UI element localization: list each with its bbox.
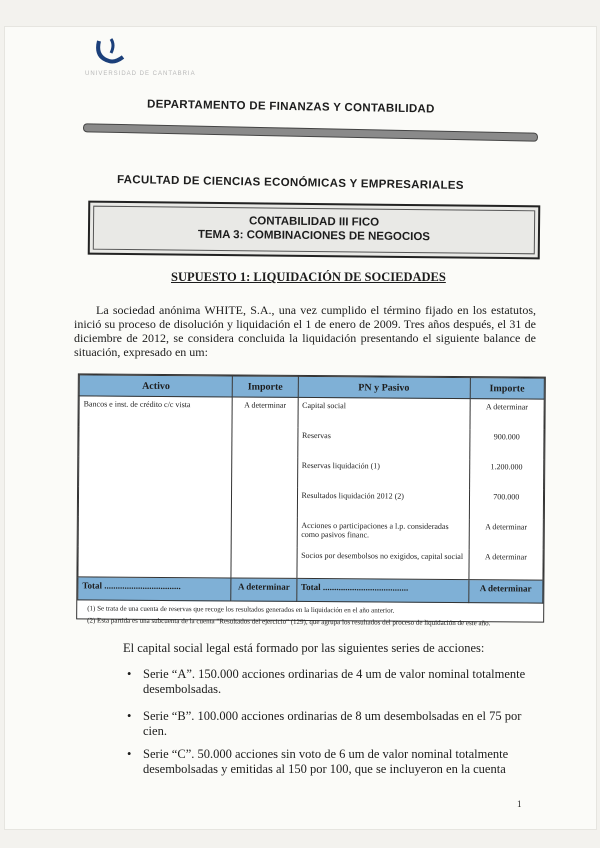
table-cell xyxy=(232,517,297,547)
capital-intro: El capital social legal está formado por las siguientes series de acciones: xyxy=(123,641,485,655)
list-item xyxy=(127,667,543,697)
footnote-1: (1) Se trata de una cuenta de reservas que recoge los resultados generados en la liquidación en el año anterior. xyxy=(87,604,395,615)
table-cell: A determinar xyxy=(470,399,545,430)
table-cell: A determinar xyxy=(469,519,544,550)
total-pasivo-value: A determinar xyxy=(468,580,543,604)
header-divider xyxy=(83,123,538,142)
table-cell: A determinar xyxy=(232,397,297,428)
table-cell: A determinar xyxy=(469,549,544,580)
table-cell xyxy=(78,516,232,547)
series-b: Serie “B”. 100.000 acciones ordinarias de 8 um desembolsadas en el 75 por cien. xyxy=(143,709,522,738)
university-logo xyxy=(93,33,133,69)
header-importe-pasivo: Importe xyxy=(470,378,545,400)
topic-title: TEMA 3: COMBINACIONES DE NEGOCIOS xyxy=(197,228,431,244)
table-cell xyxy=(232,457,297,487)
header-activo: Activo xyxy=(79,375,233,397)
table-cell: Reservas liquidación (1) xyxy=(297,458,469,489)
table-cell: 700.000 xyxy=(469,489,544,520)
table-cell: Resultados liquidación 2012 (2) xyxy=(297,488,469,519)
table-cell xyxy=(79,426,233,457)
document-page xyxy=(4,26,597,830)
footnote-2: (2) Esta partida es una subcuenta de la cuenta "Resultados del ejercicio" (129), que agrupa los resultados del proceso de liquidación de este año. xyxy=(87,616,491,628)
page-number: 1 xyxy=(517,799,522,809)
table-cell xyxy=(79,456,233,487)
table-cell: Acciones o participaciones a l.p. consideradas como pasivos financ. xyxy=(297,518,469,549)
course-title-box xyxy=(88,201,541,260)
faculty-heading: FACULTAD DE CIENCIAS ECONÓMICAS Y EMPRESARIALES xyxy=(116,173,464,193)
bullet-icon: • xyxy=(127,667,132,681)
department-heading: DEPARTAMENTO DE FINANZAS Y CONTABILIDAD xyxy=(146,98,435,116)
table-cell xyxy=(78,546,232,578)
table-cell xyxy=(231,547,296,578)
series-c: Serie “C”. 50.000 acciones sin voto de 6 um de valor nominal totalmente desembolsadas y emitidas al 150 por 100, que se incluyeron en la cuenta xyxy=(143,747,509,776)
table-cell: Capital social xyxy=(298,397,470,429)
total-activo-value: A determinar xyxy=(231,578,296,601)
list-item xyxy=(127,747,543,777)
intro-paragraph: La sociedad anónima WHITE, S.A., una vez cumplido el término fijado en los estatutos, inició su proceso de disolución y liquidación el 1 de enero de 2009. Tres años después, el 31 de diciembre de 2012, se considera concluida la liquidación presentando el siguiente balance de situación, expresado en um: xyxy=(74,303,536,359)
header-importe-activo: Importe xyxy=(233,376,298,397)
bullet-icon: • xyxy=(127,709,132,723)
table-cell: Bancos e inst. de crédito c/c vista xyxy=(79,396,233,428)
total-pasivo-label: Total ...................................... xyxy=(296,578,468,602)
table-cell: 1.200.000 xyxy=(469,459,544,490)
balance-sheet-table xyxy=(76,373,546,628)
exercise-title: SUPUESTO 1: LIQUIDACIÓN DE SOCIEDADES xyxy=(171,270,446,284)
series-a: Serie “A”. 150.000 acciones ordinarias de 4 um de valor nominal totalmente desembolsadas. xyxy=(143,667,526,696)
bullet-icon: • xyxy=(127,747,132,761)
total-activo-label: Total .................................. xyxy=(78,577,232,601)
table-footnotes xyxy=(77,600,543,628)
logo-caption: UNIVERSIDAD DE CANTABRIA xyxy=(85,71,196,77)
table-cell: 900.000 xyxy=(469,429,544,460)
table-cell: Socios por desembolsos no exigidos, capital social xyxy=(296,548,468,580)
table-cell xyxy=(78,486,232,517)
list-item xyxy=(127,709,543,739)
table-cell: Reservas xyxy=(297,428,469,459)
header-pn-pasivo: PN y Pasivo xyxy=(298,376,470,398)
table-cell xyxy=(232,487,297,517)
table-cell xyxy=(232,427,297,457)
course-title: CONTABILIDAD III FICO xyxy=(248,215,380,229)
